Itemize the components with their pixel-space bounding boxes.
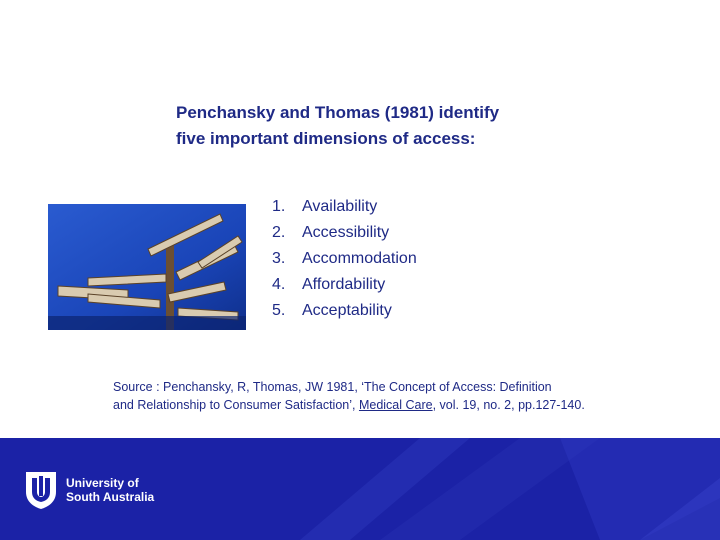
list-item — [272, 246, 417, 272]
unisa-shield-icon — [24, 470, 58, 510]
list-label: Affordability — [302, 276, 386, 293]
source-citation — [113, 378, 693, 414]
list-number: 5. — [272, 302, 286, 319]
list-item — [272, 220, 417, 246]
university-name-line-2: South Australia — [66, 490, 155, 504]
list-number: 4. — [272, 276, 286, 293]
heading-line-1: Penchansky and Thomas (1981) identify — [176, 103, 500, 122]
university-name — [66, 476, 154, 504]
access-dimensions-list — [272, 194, 417, 324]
list-label: Accessibility — [302, 224, 390, 241]
list-item — [272, 298, 417, 324]
signpost-photo — [48, 204, 246, 330]
citation-line-2 — [113, 396, 693, 414]
list-item — [272, 194, 417, 220]
citation-suffix: , vol. 19, no. 2, pp.127-140. — [432, 398, 585, 412]
list-label: Acceptability — [302, 302, 392, 319]
list-number: 1. — [272, 198, 286, 215]
citation-line-1: Source : Penchansky, R, Thomas, JW 1981, ‘The Concept of Access: Definition — [113, 380, 552, 394]
university-logo — [24, 470, 154, 510]
citation-prefix: and Relationship to Consumer Satisfaction’, — [113, 398, 359, 412]
list-label: Accommodation — [302, 250, 417, 267]
list-number: 3. — [272, 250, 286, 267]
list-number: 2. — [272, 224, 286, 241]
journal-title: Medical Care — [358, 398, 433, 412]
heading-line-2: five important dimensions of access: — [176, 129, 476, 148]
list-label: Availability — [302, 198, 378, 215]
university-name-line-1: University of — [66, 476, 139, 490]
slide-heading — [176, 100, 636, 152]
list-item — [272, 272, 417, 298]
